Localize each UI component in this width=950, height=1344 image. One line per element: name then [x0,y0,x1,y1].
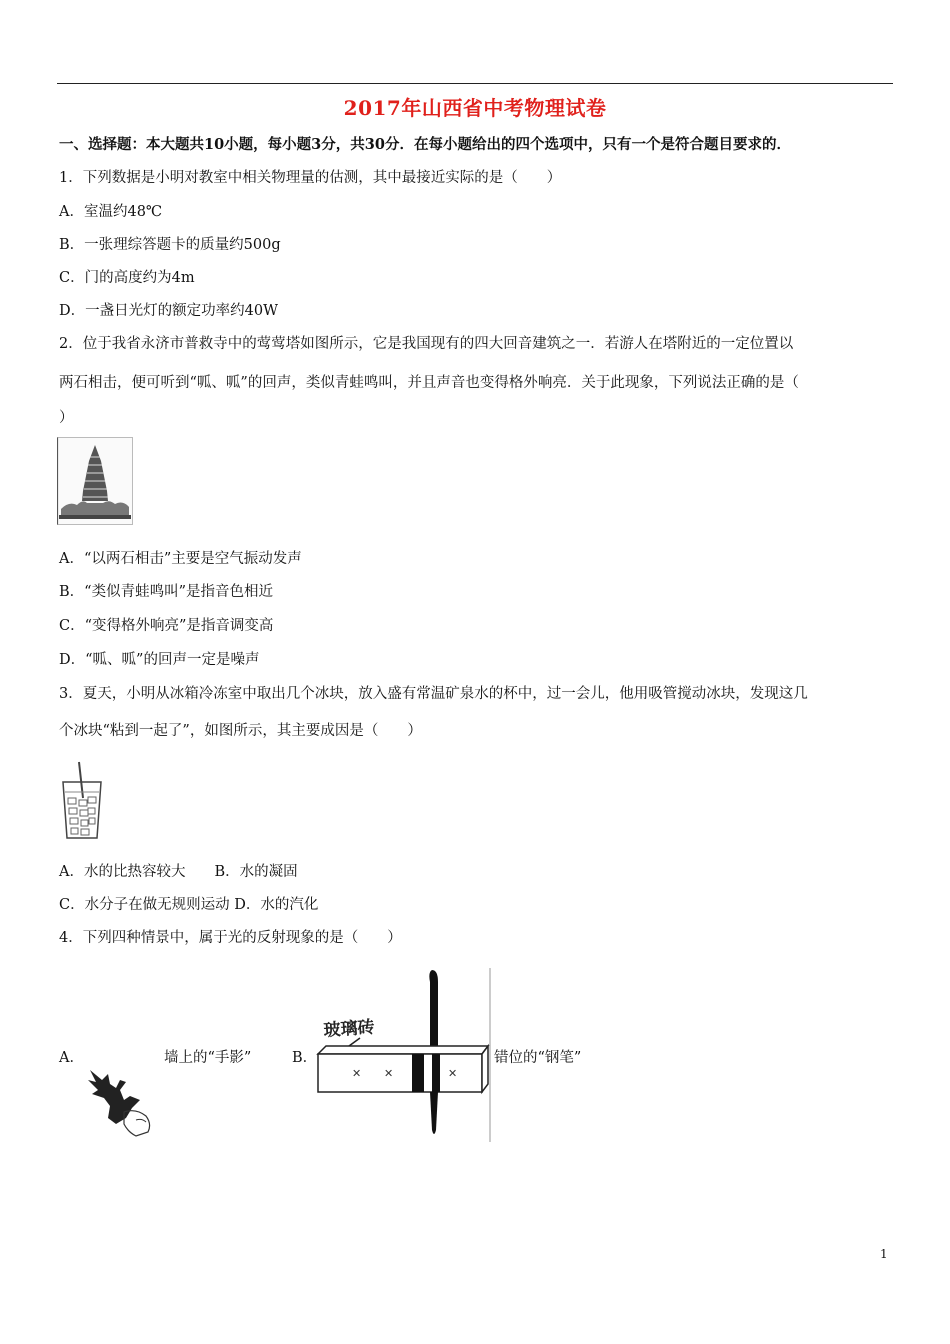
q2-option-d: D．“呱、呱”的回声一定是噪声 [59,652,260,668]
page-title: 2017年山西省中考物理试卷 [343,96,607,120]
q2-option-b: B．“类似青蛙鸣叫”是指音色相近 [59,584,273,600]
ice-cup-figure [57,758,107,842]
glass-pen-figure [312,966,494,1144]
q3-options-row1: A．水的比热容较大 B．水的凝固 [59,864,298,880]
q4-stem: 4．下列四种情景中，属于光的反射现象的是（ ） [59,930,402,946]
q4-option-b-text: 错位的“钢笔” [494,1050,582,1066]
q3-options-row2: C．水分子在做无规则运动 D．水的汽化 [59,897,319,913]
q1-stem: 1．下列数据是小明对教室中相关物理量的估测，其中最接近实际的是（ ） [59,170,562,186]
svg-text:✕: ✕ [352,1067,362,1080]
q3-stem-line2: 个冰块“粘到一起了”，如图所示，其主要成因是（ ） [59,723,422,739]
q2-option-a: A．“以两石相击”主要是空气振动发声 [59,551,302,567]
svg-text:✕: ✕ [384,1067,394,1080]
q1-option-d: D．一盏日光灯的额定功率约40W [59,303,278,319]
q2-stem-line3: ） [59,410,74,426]
hand-shadow-figure [80,1060,158,1140]
q1-option-a: A．室温约48℃ [59,204,163,220]
glass-brick-label: 玻璃砖 [322,1017,376,1041]
page-number: 1 [880,1247,888,1261]
q2-stem-line1: 2．位于我省永济市普救寺中的莺莺塔如图所示，它是我国现有的四大回音建筑之一．若游人在塔附近的一定位置以 [59,336,794,352]
q1-option-b: B．一张理综答题卡的质量约500g [59,237,281,253]
q2-option-c: C．“变得格外响亮”是指音调变高 [59,618,274,634]
q4-option-a-text: 墙上的“手影” [164,1050,252,1066]
q2-stem-line2: 两石相击，便可听到“呱、呱”的回声，类似青蛙鸣叫，并且声音也变得格外响亮．关于此现象，下列说法正确的是（ [59,375,799,391]
q3-stem-line1: 3．夏天，小明从冰箱冷冻室中取出几个冰块，放入盛有常温矿泉水的杯中，过一会儿，他用吸管搅动冰块，发现这几 [59,686,808,702]
header-rule [57,83,893,84]
q1-option-c: C．门的高度约为4m [59,270,195,286]
svg-text:✕: ✕ [448,1067,458,1080]
pagoda-figure [57,437,133,525]
q4-option-b-label: B． [292,1050,318,1066]
q4-option-a-label: A． [59,1050,84,1066]
section-heading: 一、选择题：本大题共10小题，每小题3分，共30分．在每小题给出的四个选项中，只有一个是符合题目要求的． [59,136,791,153]
